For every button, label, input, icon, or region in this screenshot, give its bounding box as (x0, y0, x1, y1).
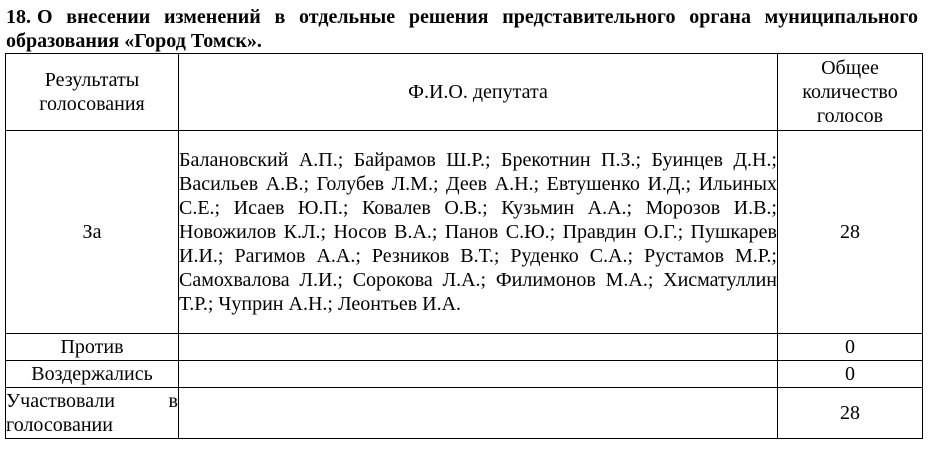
header-deputy-name: Ф.И.О. депутата (179, 54, 778, 131)
result-label: За (6, 131, 179, 334)
vote-count: 0 (778, 361, 923, 388)
deputy-names: Балановский А.П.; Байрамов Ш.Р.; Брекотнин П.З.; Буинцев Д.Н.; Васильев А.В.; Голубев Л.М.; Деев А.Н.; Евтушенко И.Д.; Ильиных С.Е.; Исаев Ю.П.; Ковалев О.В.; Кузьмин А.А.; Морозов И.В.; Новожилов К.Л.; Носов В.А.; Панов С.Ю.; Правдин О.Г.; Пушкарев И.И.; Рагимов А.А.; Резников В.Т.; Руденко С.А.; Рустамов М.Р.; Самохвалова Л.И.; Сорокова Л.А.; Филимонов М.А.; Хисматуллин Т.Р.; Чуприн А.Н.; Леонтьев И.А. (179, 131, 778, 334)
resolution-heading (6, 5, 918, 53)
result-label: Воздержались (6, 361, 179, 388)
deputy-names (179, 388, 778, 439)
table-header-row (6, 54, 923, 131)
header-results: Результаты голосования (6, 54, 179, 131)
header-total: Общее количество голосов (778, 54, 923, 131)
table-row-against (6, 334, 923, 361)
deputy-names (179, 334, 778, 361)
table-row-participated (6, 388, 923, 439)
vote-count: 0 (778, 334, 923, 361)
voting-results-table (5, 53, 923, 439)
vote-count: 28 (778, 388, 923, 439)
resolution-title: О внесении изменений в отдельные решения представительного органа муниципального образования «Город Томск». (6, 6, 918, 52)
resolution-number: 18. (6, 6, 31, 28)
result-label: Против (6, 334, 179, 361)
vote-count: 28 (778, 131, 923, 334)
result-label: Участвовали в голосовании (6, 388, 179, 439)
table-row-abstained (6, 361, 923, 388)
table-row-for (6, 131, 923, 334)
deputy-names (179, 361, 778, 388)
